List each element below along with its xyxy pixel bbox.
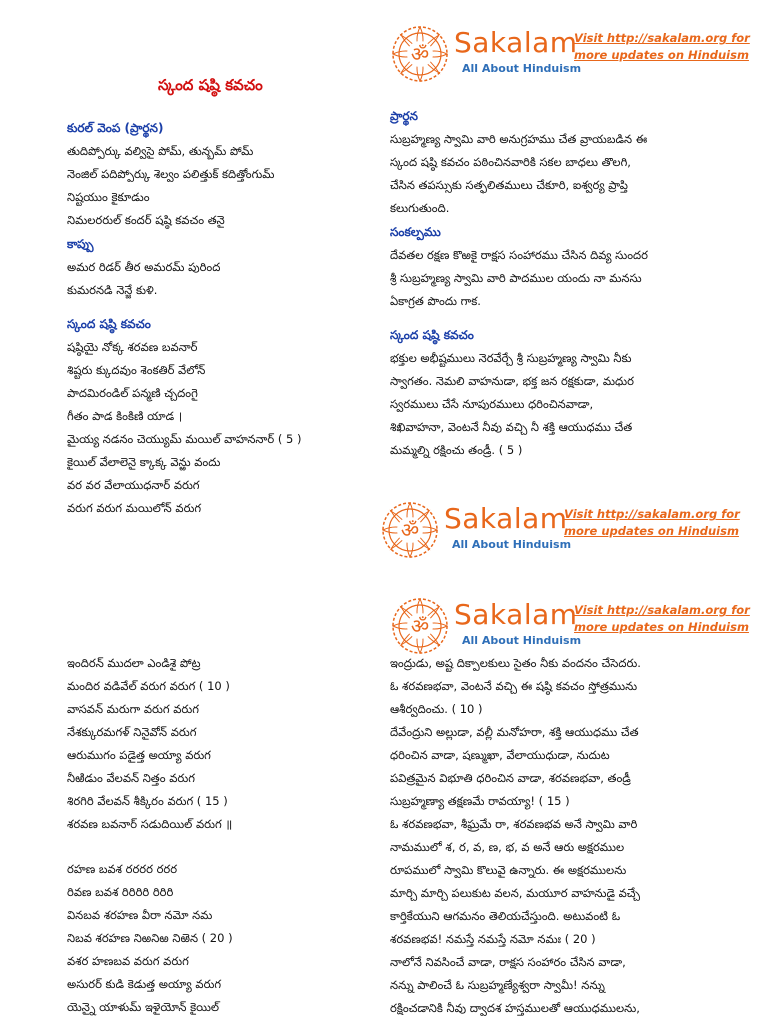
meaning-line: దేవేంద్రుని అల్లుడా, వల్లీ మనోహరా, శక్తి ఆయుధము చేత (390, 725, 639, 739)
page-title: స్కంద షష్ఠి కవచం (158, 76, 263, 94)
verse-line: కుమరనడి నెన్జే కుళి. (67, 283, 158, 297)
meaning-line: సుబ్రహ్మణ్యా తక్షణమే రావయ్యా! ( 15 ) (390, 794, 570, 808)
verse-line: శిరగిరి వేలవన్ శీక్కిరం వరుగ ( 15 ) (67, 794, 228, 808)
verse-line: వినబవ శరహణ వీరా నమో నమ (67, 908, 213, 922)
section-heading-kavacham-meaning: స్కంద షష్ఠి కవచం (390, 328, 474, 342)
verse-line: వాసవన్ మరుగా వరుగ వరుగ (67, 702, 199, 716)
sakalam-logo-top-page2[interactable] (390, 596, 750, 658)
verse-line: వశర హణబవ వరుగ వరుగ (67, 954, 189, 968)
meaning-block-kavacham (390, 347, 735, 462)
meaning-line: శ్రీ సుబ్రహ్మణ్య స్వామి వారి పాదముల యందు నా మనసు (390, 271, 642, 285)
visit-link[interactable] (574, 30, 750, 64)
meaning-line: ఓ శరవణభవా, శీఘ్రమే రా, శరవణభవ అనే స్వామి వారి (390, 817, 638, 831)
verse-line: పాదమిరండిల్ పన్మణి చ్చదంగై (67, 386, 198, 400)
meaning-line: ధరించిన వాడా, షణ్ముఖా, వేలాయుధుడా, నుదుట (390, 748, 610, 762)
visit-link-line2[interactable]: more updates on Hinduism (574, 620, 749, 634)
visit-link-line2[interactable]: more updates on Hinduism (574, 48, 749, 62)
verse-block-kappu (67, 256, 367, 302)
page2-right-column (390, 652, 735, 1020)
verse-line: మందిర వడివేల్ వరుగ వరుగ ( 10 ) (67, 679, 230, 693)
verse-line: నీఱిడుం వేలవన్ నిత్తం వరుగ (67, 771, 195, 785)
meaning-line: మార్చి మార్చి పలుకుట వలన, మయూర వాహనుడై వచ్చే (390, 886, 641, 900)
meaning-line: రక్షించడానికి నీవు ద్వాదశ హస్తములతో ఆయుధములను, (390, 1001, 640, 1015)
verse-line: నెంజిల్ పదిప్పోర్కు శెల్వం పలిత్తుక్ కదిత్తోంగుమ్ (67, 167, 275, 181)
meaning-line: స్వరములు చేసే నూపురములు ధరించినవాడా, (390, 397, 594, 411)
meaning-block-prarthana (390, 128, 735, 220)
logo-brand: Sakalam (444, 502, 568, 535)
meaning-line: మమ్మల్ని రక్షించు తండ్రీ. ( 5 ) (390, 443, 523, 457)
verse-line: నిబవ శరహణ నిఱనిఱ నిఱెన ( 20 ) (67, 931, 233, 945)
meaning-line: స్కంద షష్ఠి కవచం పఠించినవారికి సకల బాధలు తొలగి, (390, 155, 631, 169)
verse-line: శరవణ బవనార్ సడుదియిల్ వరుగ ॥ (67, 817, 233, 831)
verse-line: నిమలరరుల్ కందర్ షష్ఠి కవచం తనై (67, 213, 225, 227)
logo-tagline: All About Hinduism (462, 62, 582, 75)
verse-line: ఆరుముగం పడైత్త అయ్యా వరుగ (67, 748, 211, 762)
meaning-line: ఏకాగ్రత పొందు గాక. (390, 294, 481, 308)
logo-brand: Sakalam (454, 26, 578, 59)
meaning-line: శరవణభవ! నమస్తే నమస్తే నమో నమః ( 20 ) (390, 932, 596, 946)
visit-link-line1[interactable]: Visit http://sakalam.org for (564, 507, 740, 521)
meaning-line: నన్ను పాలించే ఓ సుబ్రహ్మణ్యేశ్వరా స్వామీ! నన్ను (390, 978, 605, 992)
page2-left-column (67, 652, 367, 1019)
meaning-line: కలుగుతుంది. (390, 201, 450, 215)
verse-line: శిష్టరు క్కుదవుం శెంకతిర్ వేలోన్ (67, 363, 206, 377)
visit-link-line2[interactable]: more updates on Hinduism (564, 524, 739, 538)
visit-link[interactable] (574, 602, 750, 636)
verse-line: రివణ బవశ రిరిరిరి రిరిరి (67, 885, 174, 899)
verse-line: వరుగ వరుగ మయిలోన్ వరుగ (67, 501, 202, 515)
meaning-line: స్వాగతం. నెమలి వాహనుడా, భక్త జన రక్షకుడా, మధుర (390, 374, 634, 388)
page1-left-column (67, 116, 367, 520)
section-heading-sankalpamu: సంకల్పము (390, 225, 441, 239)
verse-line: వర వర వేలాయుధనార్ వరుగ (67, 478, 200, 492)
section-heading-prarthana: ప్రార్థన (390, 109, 418, 123)
meaning-line: చేసిన తపస్సుకు సత్ఫలితములు చేకూరి, ఐశ్వర్య ప్రాప్తి (390, 178, 628, 192)
verse-line: ఇందిరన్ ముదలా ఎండిశై పోట్ర (67, 656, 201, 670)
om-mandala-icon (380, 500, 440, 560)
om-mandala-icon (390, 596, 450, 656)
meaning-line: ఓ శరవణభవా, వెంటనే వచ్చి ఈ షష్ఠి కవచం స్తోత్రమును (390, 679, 638, 693)
verse-line: గీతం పాడ కింకిణి యాడ । (67, 409, 183, 423)
meaning-line: రూపములో స్వామి కొలువై ఉన్నారు. ఈ అక్షరములను (390, 863, 627, 877)
meaning-line: నామములో శ, ర, వ, ణ, భ, వ అనే ఆరు అక్షరముల (390, 840, 625, 854)
verse-line: మైయ్య నడనం చెయ్యుమ్ మయిల్ వాహననార్ ( 5 ) (67, 432, 302, 446)
logo-tagline: All About Hinduism (452, 538, 572, 551)
verse-line: రహణ బవశ రరరర రరర (67, 862, 178, 876)
meaning-line: ఇంద్రుడు, అష్ట దిక్పాలకులు సైతం నీకు వందనం చేసెదరు. (390, 656, 641, 670)
meaning-line: శిఖివాహనా, వెంటనే నీవు వచ్చి నీ శక్తి ఆయుధము చేత (390, 420, 633, 434)
meaning-line: ఆశీర్వదించు. ( 10 ) (390, 702, 483, 716)
logo-tagline: All About Hinduism (462, 634, 582, 647)
meaning-line: పవిత్రమైన విభూతి ధరించిన వాడా, శరవణభవా, తండ్రీ (390, 771, 631, 785)
verse-line: తుదిప్పోర్కు వల్విసై పోమ్, తున్బమ్ పోమ్ (67, 144, 254, 158)
verse-line: అసురర్ కుడి కెడుత్త అయ్యా వరుగ (67, 977, 222, 991)
page1-right-column (390, 104, 735, 462)
meaning-block-page2 (390, 652, 735, 1020)
verse-line: కైయిల్ వేలాలెనై క్కాక్క వెన్ఱు వందు (67, 455, 221, 469)
verse-line: నిష్టయుం కైకూడుం (67, 190, 150, 204)
visit-link[interactable] (564, 506, 740, 540)
sakalam-logo-top[interactable] (390, 24, 750, 86)
logo-brand: Sakalam (454, 598, 578, 631)
meaning-line: నాలోనే నివసించే వాడా, రాక్షస సంహారం చేసిన వాడా, (390, 955, 626, 969)
om-mandala-icon (390, 24, 450, 84)
section-heading-kavacham: స్కంద షష్ఠి కవచం (67, 317, 151, 331)
verse-line: షష్ఠియై నోక్క శరవణ బవనార్ (67, 340, 198, 354)
section-heading-kural: కురల్ వెంప (ప్రార్థన) (67, 121, 164, 135)
section-heading-kappu: కాప్పు (67, 237, 94, 251)
verse-line: యెన్నై యాళుమ్ ఇళైయోన్ కైయిల్ (67, 1000, 220, 1014)
meaning-block-sankalpamu (390, 244, 735, 313)
visit-link-line1[interactable]: Visit http://sakalam.org for (574, 603, 750, 617)
visit-link-line1[interactable]: Visit http://sakalam.org for (574, 31, 750, 45)
verse-block-kural (67, 140, 367, 232)
sakalam-logo-bottom-page1[interactable] (380, 500, 740, 562)
verse-block-10-15 (67, 652, 367, 836)
verse-block-20 (67, 858, 367, 1019)
meaning-line: సుబ్రహ్మణ్య స్వామి వారి అనుగ్రహము చేత వ్రాయబడిన ఈ (390, 132, 648, 146)
meaning-line: భక్తుల అభీష్టములు నెరవేర్చే శ్రీ సుబ్రహ్మణ్య స్వామి నీకు (390, 351, 632, 365)
meaning-line: దేవతల రక్షణ కొఱకై రాక్షస సంహారము చేసిన దివ్య సుందర (390, 248, 648, 262)
meaning-line: కార్తికేయుని ఆగమనం తెలియచేస్తుంది. అటువంటి ఓ (390, 909, 621, 923)
verse-line: నేశక్కురమగళ్ నినైవోన్ వరుగ (67, 725, 197, 739)
verse-line: అమర రిడర్ తీర అమరమ్ పురింద (67, 260, 221, 274)
verse-block-kavacham (67, 336, 367, 520)
